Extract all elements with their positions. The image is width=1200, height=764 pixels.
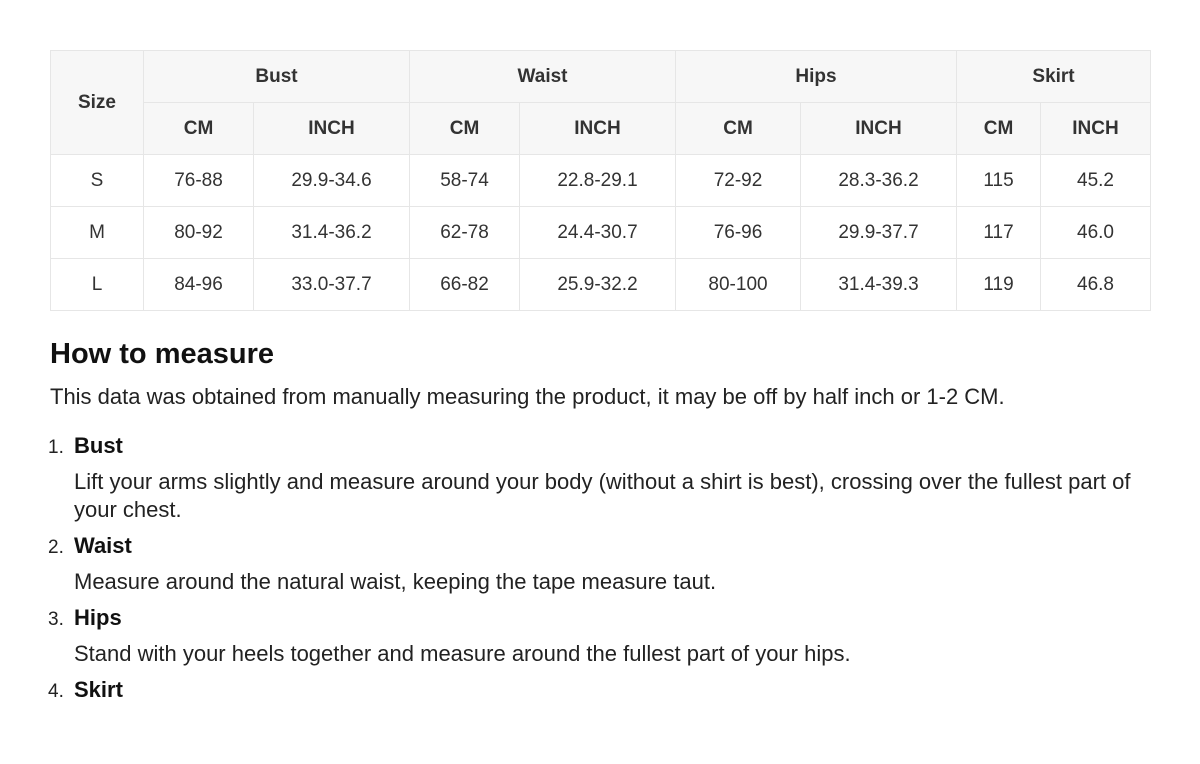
- hips-group-header: Hips: [676, 51, 957, 103]
- unit-header: INCH: [254, 103, 410, 155]
- step-description: Stand with your heels together and measure around the fullest part of your hips.: [74, 641, 851, 666]
- table-unit-row: [51, 103, 1151, 155]
- step-title: Hips: [74, 605, 122, 630]
- table-header-row: [51, 51, 1151, 103]
- step-description: Lift your arms slightly and measure around your body (without a shirt is best), crossing over the fullest part of your chest.: [74, 469, 1131, 522]
- table-cell: 84-96: [144, 259, 254, 311]
- table-cell: 29.9-34.6: [254, 155, 410, 207]
- table-cell: 62-78: [410, 207, 520, 259]
- how-to-measure-heading: How to measure: [50, 338, 274, 370]
- table-cell: 72-92: [676, 155, 801, 207]
- table-cell: 45.2: [1041, 155, 1151, 207]
- table-cell: 28.3-36.2: [801, 155, 957, 207]
- table-row: [51, 207, 1151, 259]
- table-cell: 80-100: [676, 259, 801, 311]
- table-cell: 25.9-32.2: [520, 259, 676, 311]
- size-column-header: Size: [51, 51, 144, 155]
- step-title: Bust: [74, 433, 123, 458]
- list-item: [48, 604, 1158, 668]
- size-cell: L: [51, 259, 144, 311]
- step-title: Waist: [74, 533, 132, 558]
- unit-header: CM: [957, 103, 1041, 155]
- step-number: 2.: [48, 537, 64, 558]
- step-description: Measure around the natural waist, keeping the tape measure taut.: [74, 569, 717, 594]
- unit-header: CM: [410, 103, 520, 155]
- unit-header: CM: [676, 103, 801, 155]
- step-number: 3.: [48, 609, 64, 630]
- table-row: [51, 155, 1151, 207]
- size-cell: S: [51, 155, 144, 207]
- step-number: 1.: [48, 437, 64, 458]
- table-cell: 22.8-29.1: [520, 155, 676, 207]
- table-cell: 31.4-36.2: [254, 207, 410, 259]
- table-cell: 46.8: [1041, 259, 1151, 311]
- unit-header: INCH: [801, 103, 957, 155]
- table-row: [51, 259, 1151, 311]
- size-table: [50, 50, 1151, 311]
- table-cell: 31.4-39.3: [801, 259, 957, 311]
- table-cell: 115: [957, 155, 1041, 207]
- skirt-group-header: Skirt: [957, 51, 1151, 103]
- unit-header: CM: [144, 103, 254, 155]
- step-title: Skirt: [74, 677, 123, 702]
- table-cell: 29.9-37.7: [801, 207, 957, 259]
- table-cell: 76-88: [144, 155, 254, 207]
- list-item: [48, 432, 1158, 524]
- table-cell: 46.0: [1041, 207, 1151, 259]
- table-cell: 80-92: [144, 207, 254, 259]
- step-number: 4.: [48, 681, 64, 702]
- table-cell: 24.4-30.7: [520, 207, 676, 259]
- table-cell: 33.0-37.7: [254, 259, 410, 311]
- bust-group-header: Bust: [144, 51, 410, 103]
- size-cell: M: [51, 207, 144, 259]
- unit-header: INCH: [1041, 103, 1151, 155]
- list-item: [48, 532, 1158, 596]
- list-item: [48, 676, 1158, 704]
- waist-group-header: Waist: [410, 51, 676, 103]
- size-chart: [50, 50, 1150, 311]
- measure-intro-text: This data was obtained from manually measuring the product, it may be off by half inch or 1-2 CM.: [50, 384, 1005, 409]
- table-cell: 58-74: [410, 155, 520, 207]
- table-cell: 76-96: [676, 207, 801, 259]
- measure-steps-list: [48, 432, 1158, 704]
- table-cell: 117: [957, 207, 1041, 259]
- table-cell: 66-82: [410, 259, 520, 311]
- unit-header: INCH: [520, 103, 676, 155]
- table-cell: 119: [957, 259, 1041, 311]
